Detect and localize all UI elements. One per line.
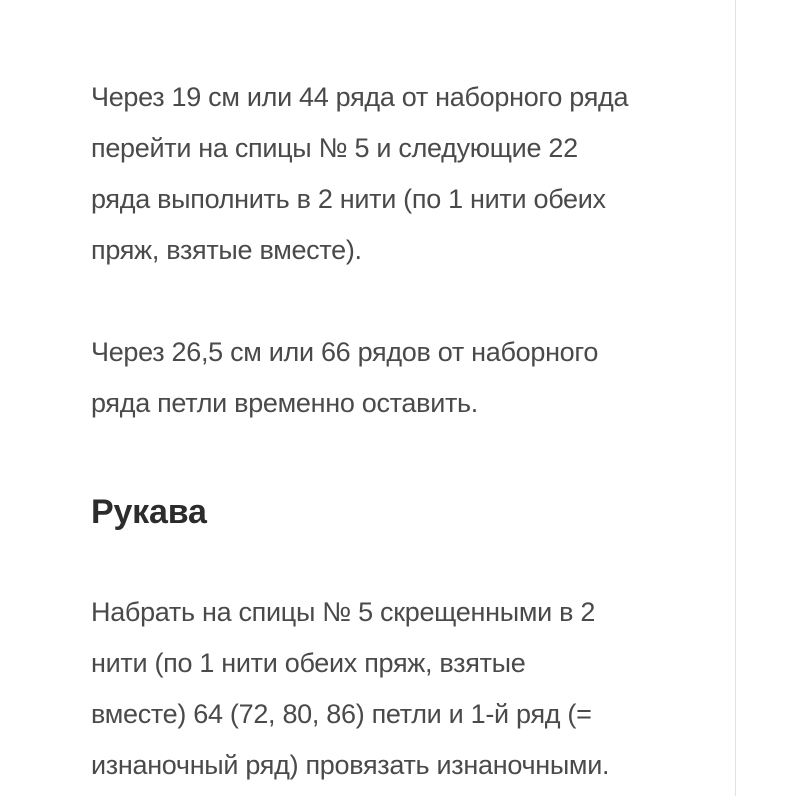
paragraph-line: нити (по 1 нити обеих пряж, взятые: [91, 648, 526, 678]
paragraph-line: ряда выполнить в 2 нити (по 1 нити обеих: [91, 184, 606, 214]
paragraph-line: Набрать на спицы № 5 скрещенными в 2: [91, 597, 596, 627]
right-divider-line: [735, 0, 736, 796]
paragraph-hold-stitches: [91, 327, 721, 429]
paragraph-line: перейти на спицы № 5 и следующие 22: [91, 133, 578, 163]
paragraph-line: вместе) 64 (72, 80, 86) петли и 1-й ряд (=: [91, 699, 592, 729]
paragraph-sleeves-cast-on: [91, 587, 721, 791]
paragraph-line: изнаночный ряд) провязать изнаночными.: [91, 750, 610, 780]
paragraph-line: ряда петли временно оставить.: [91, 388, 479, 418]
section-heading-sleeves: Рукава: [91, 493, 207, 531]
paragraph-line: Через 19 см или 44 ряда от наборного ряда: [91, 82, 629, 112]
article-content: [91, 72, 721, 791]
paragraph-line: пряж, взятые вместе).: [91, 235, 362, 265]
paragraph-line: Через 26,5 см или 66 рядов от наборного: [91, 337, 599, 367]
paragraph-front-rows: [91, 72, 721, 276]
